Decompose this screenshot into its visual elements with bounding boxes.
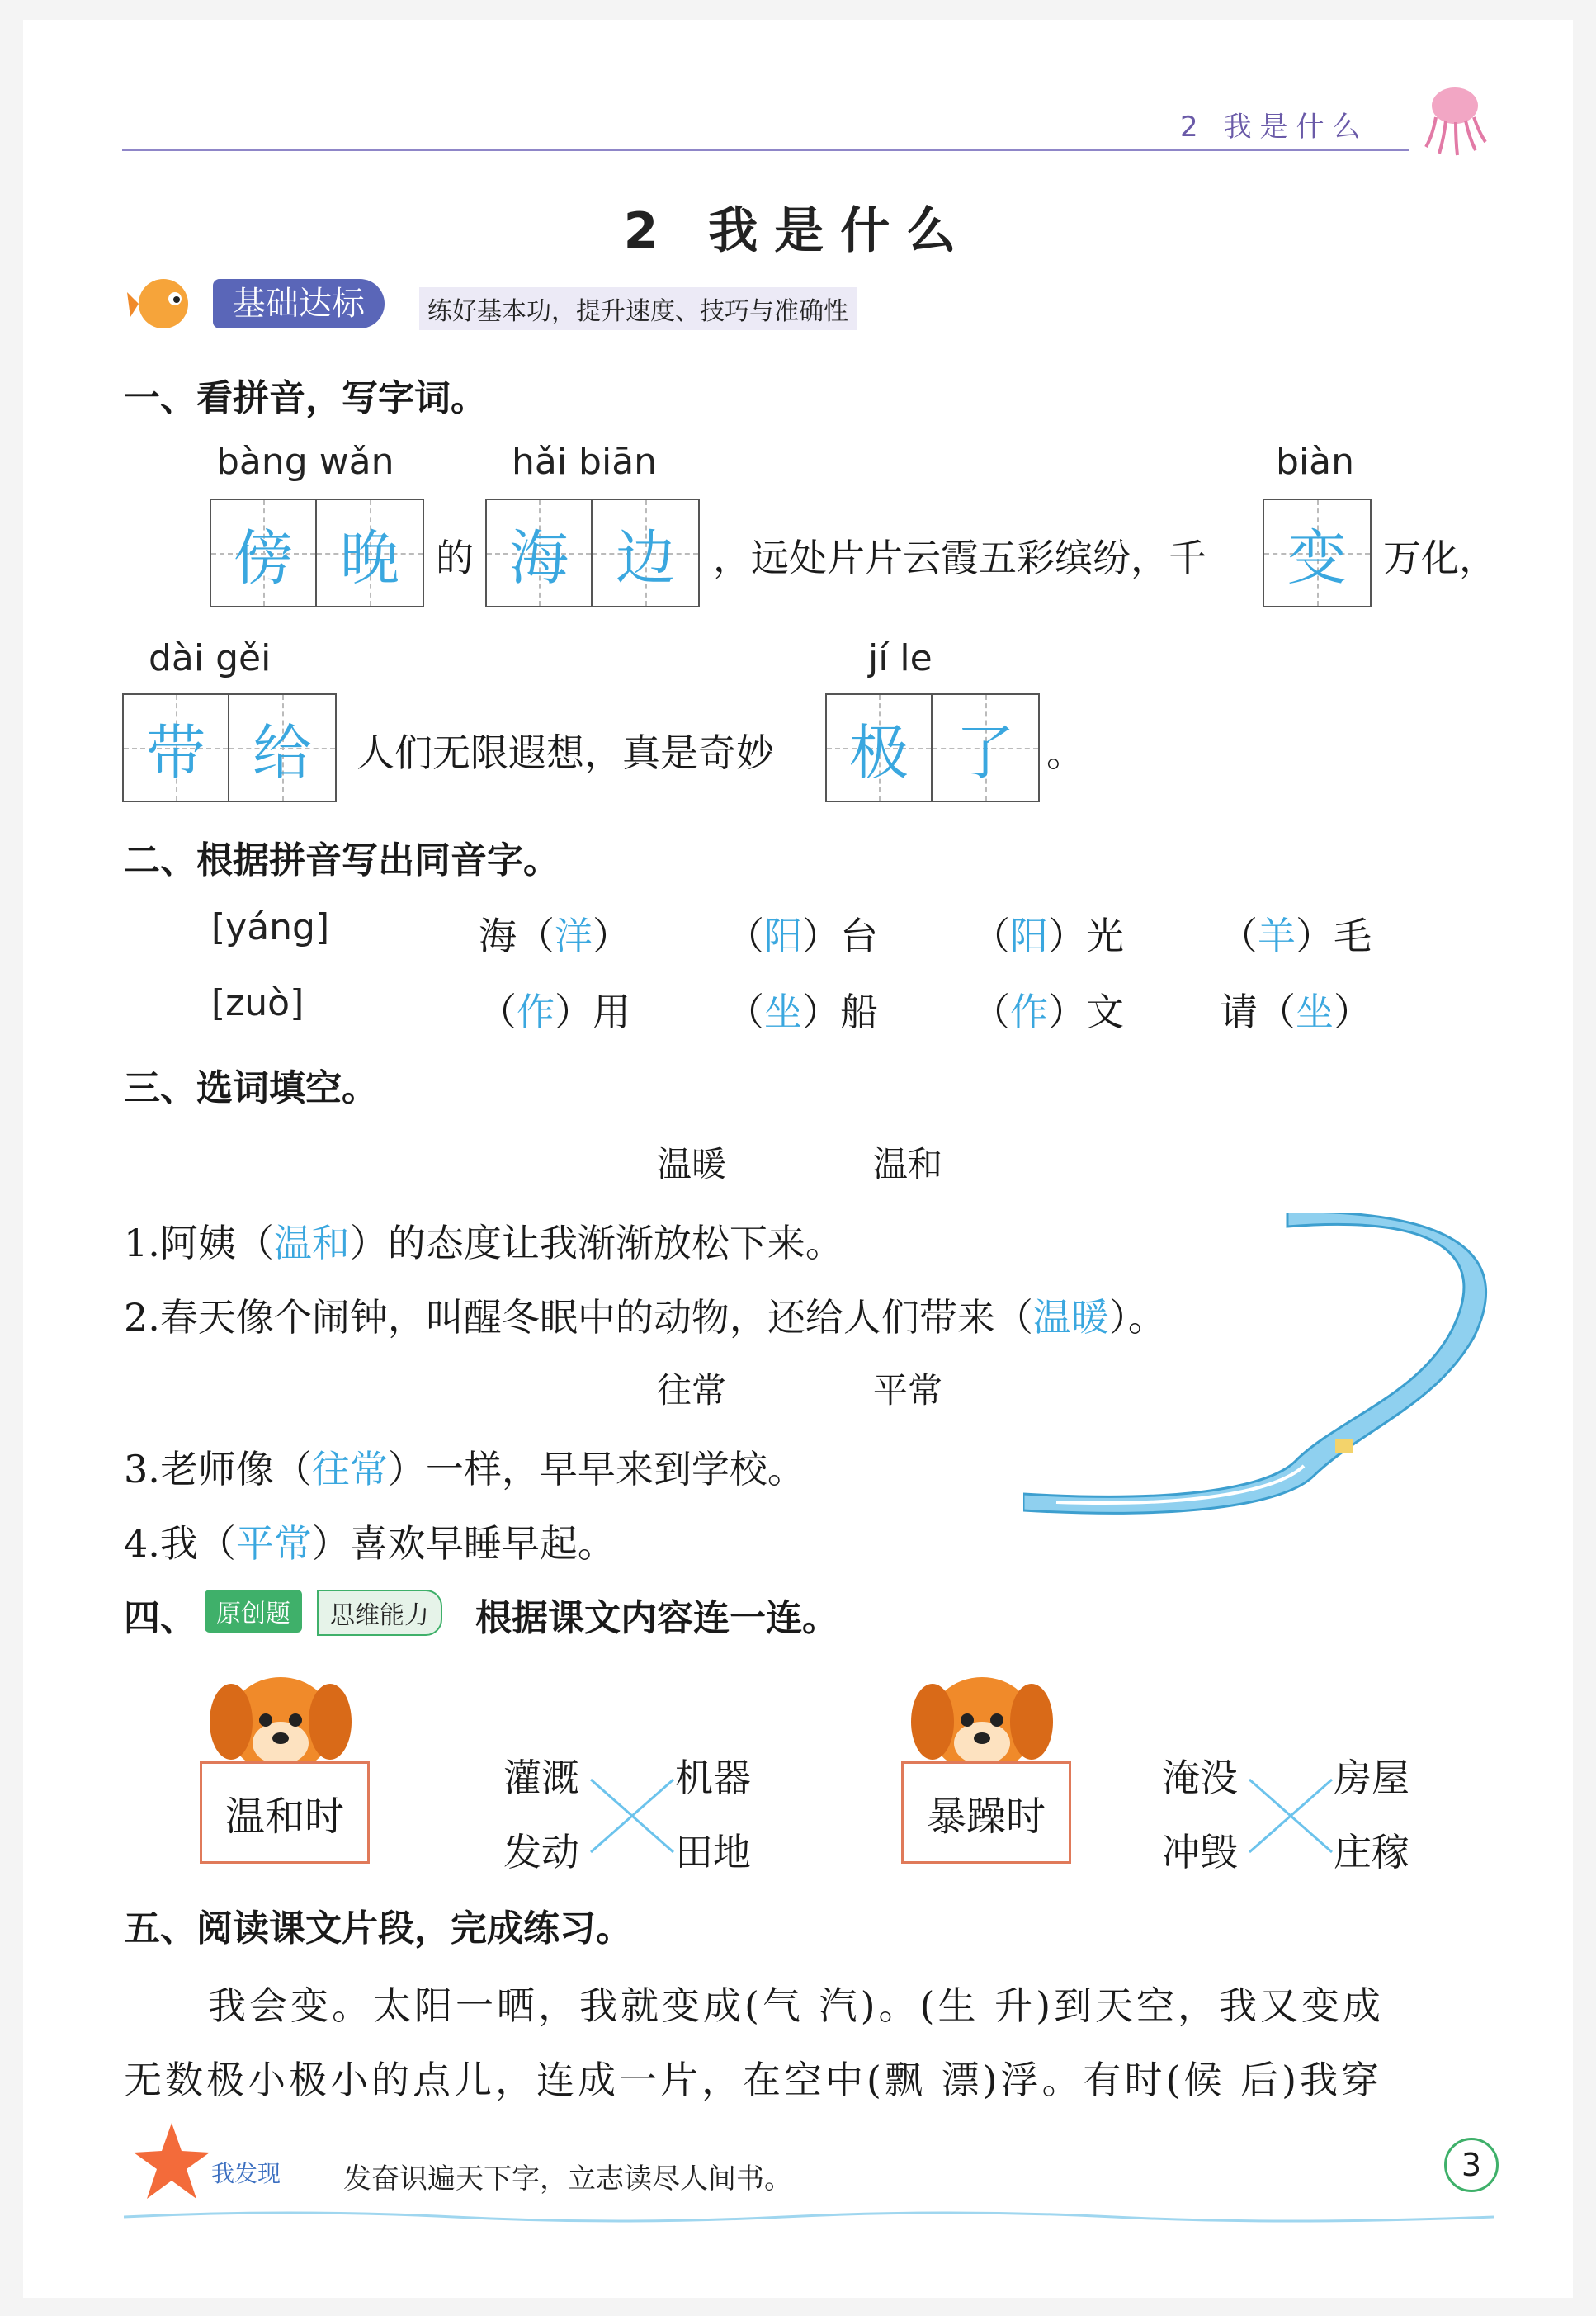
char-cell: 晚 bbox=[317, 500, 423, 606]
char-cell: 海 bbox=[487, 500, 593, 606]
passage-line: 我会变。太阳一晒，我就变成(气 汽)。(生 升)到天空，我又变成 bbox=[208, 1983, 1385, 2028]
footer-wave bbox=[124, 2209, 1494, 2225]
pinyin: dài gěi bbox=[149, 637, 272, 679]
word-option: 平常 bbox=[873, 1370, 943, 1411]
word-option: 温和 bbox=[873, 1144, 943, 1184]
match-right: 房屋 bbox=[1334, 1756, 1409, 1800]
page-title: 2 我是什么 bbox=[623, 202, 973, 260]
fill-item: 请（坐） bbox=[1220, 990, 1372, 1034]
fill-item: （阳）光 bbox=[972, 914, 1124, 958]
fill-item: （坐）船 bbox=[726, 990, 878, 1034]
char-cell: 带 bbox=[124, 695, 229, 801]
dog-label: 暴躁时 bbox=[901, 1761, 1071, 1864]
footer-motto: 发奋识遍天下字，立志读尽人间书。 bbox=[343, 2162, 792, 2195]
char-grid bbox=[122, 693, 337, 802]
pinyin: hǎi biān bbox=[512, 441, 658, 483]
page-number: 3 bbox=[1444, 2138, 1499, 2192]
word-option: 往常 bbox=[657, 1370, 727, 1411]
section1-heading: 一、看拼音，写字词。 bbox=[124, 377, 487, 419]
page bbox=[23, 20, 1573, 2298]
pinyin: [yáng] bbox=[211, 906, 330, 948]
match-lines bbox=[1246, 1775, 1337, 1857]
sentence: 1.阿姨（温和）的态度让我渐渐放松下来。 bbox=[124, 1221, 843, 1265]
header-rule bbox=[122, 149, 1409, 151]
section4-prefix: 四、 bbox=[124, 1597, 196, 1639]
match-left: 冲毁 bbox=[1162, 1830, 1238, 1874]
pinyin: [zuò] bbox=[211, 982, 305, 1024]
skill-tag: 思维能力 bbox=[317, 1590, 442, 1636]
jellyfish-icon bbox=[1418, 81, 1492, 160]
char-grid bbox=[1263, 499, 1372, 607]
match-left: 淹没 bbox=[1162, 1756, 1238, 1800]
section2-heading: 二、根据拼音写出同音字。 bbox=[124, 839, 560, 881]
section3-heading: 三、选词填空。 bbox=[124, 1067, 378, 1109]
match-left: 灌溉 bbox=[503, 1756, 579, 1800]
char-cell: 边 bbox=[593, 500, 698, 606]
fish-icon bbox=[125, 271, 205, 337]
char-cell: 极 bbox=[827, 695, 933, 801]
banner-subtitle: 练好基本功，提升速度、技巧与准确性 bbox=[419, 287, 857, 330]
boat-icon bbox=[1335, 1439, 1353, 1453]
sentence: 4.我（平常）喜欢早睡早起。 bbox=[124, 1521, 616, 1566]
sentence: 3.老师像（往常）一样，早早来到学校。 bbox=[124, 1447, 805, 1491]
fill-item: （作）用 bbox=[479, 990, 630, 1034]
dog-label: 温和时 bbox=[200, 1761, 370, 1864]
fill-item: 海（洋） bbox=[479, 914, 630, 958]
starfish-icon bbox=[132, 2120, 211, 2202]
match-right: 田地 bbox=[675, 1830, 751, 1874]
char-cell: 给 bbox=[229, 695, 335, 801]
header-title: 2 我是什么 bbox=[1180, 111, 1369, 144]
section4-heading: 根据课文内容连一连。 bbox=[475, 1597, 838, 1639]
sentence-text: 万化， bbox=[1383, 536, 1497, 580]
sentence-text: 人们无限遐想，真是奇妙 bbox=[357, 730, 774, 775]
match-right: 机器 bbox=[675, 1756, 751, 1800]
sentence-text: 。 bbox=[1046, 730, 1084, 775]
river-illustration bbox=[1023, 1213, 1502, 1527]
word-option: 温暖 bbox=[657, 1144, 727, 1184]
footer-badge: 我发现 bbox=[211, 2160, 281, 2187]
pinyin: biàn bbox=[1276, 441, 1355, 483]
char-grid bbox=[485, 499, 700, 607]
fill-item: （作）文 bbox=[972, 990, 1124, 1034]
section-banner: 基础达标 bbox=[213, 279, 385, 328]
match-right: 庄稼 bbox=[1334, 1830, 1409, 1874]
fill-item: （阳）台 bbox=[726, 914, 878, 958]
original-tag: 原创题 bbox=[205, 1590, 302, 1633]
sentence-text: ，远处片片云霞五彩缤纷，千 bbox=[713, 536, 1206, 580]
pinyin: bàng wǎn bbox=[216, 441, 394, 483]
char-cell: 了 bbox=[933, 695, 1038, 801]
match-left: 发动 bbox=[503, 1830, 579, 1874]
char-grid bbox=[825, 693, 1040, 802]
sentence: 2.春天像个闹钟，叫醒冬眠中的动物，还给人们带来（温暖）。 bbox=[124, 1295, 1166, 1340]
char-cell: 变 bbox=[1264, 500, 1370, 606]
passage-line: 无数极小极小的点儿，连成一片，在空中(飘 漂)浮。有时(候 后)我穿 bbox=[124, 2058, 1383, 2102]
pinyin: jí le bbox=[868, 637, 933, 679]
match-lines bbox=[588, 1775, 678, 1857]
char-cell: 傍 bbox=[211, 500, 317, 606]
fill-item: （羊）毛 bbox=[1220, 914, 1372, 958]
sentence-text: 的 bbox=[436, 536, 474, 580]
section5-heading: 五、阅读课文片段，完成练习。 bbox=[124, 1907, 632, 1950]
char-grid bbox=[210, 499, 424, 607]
